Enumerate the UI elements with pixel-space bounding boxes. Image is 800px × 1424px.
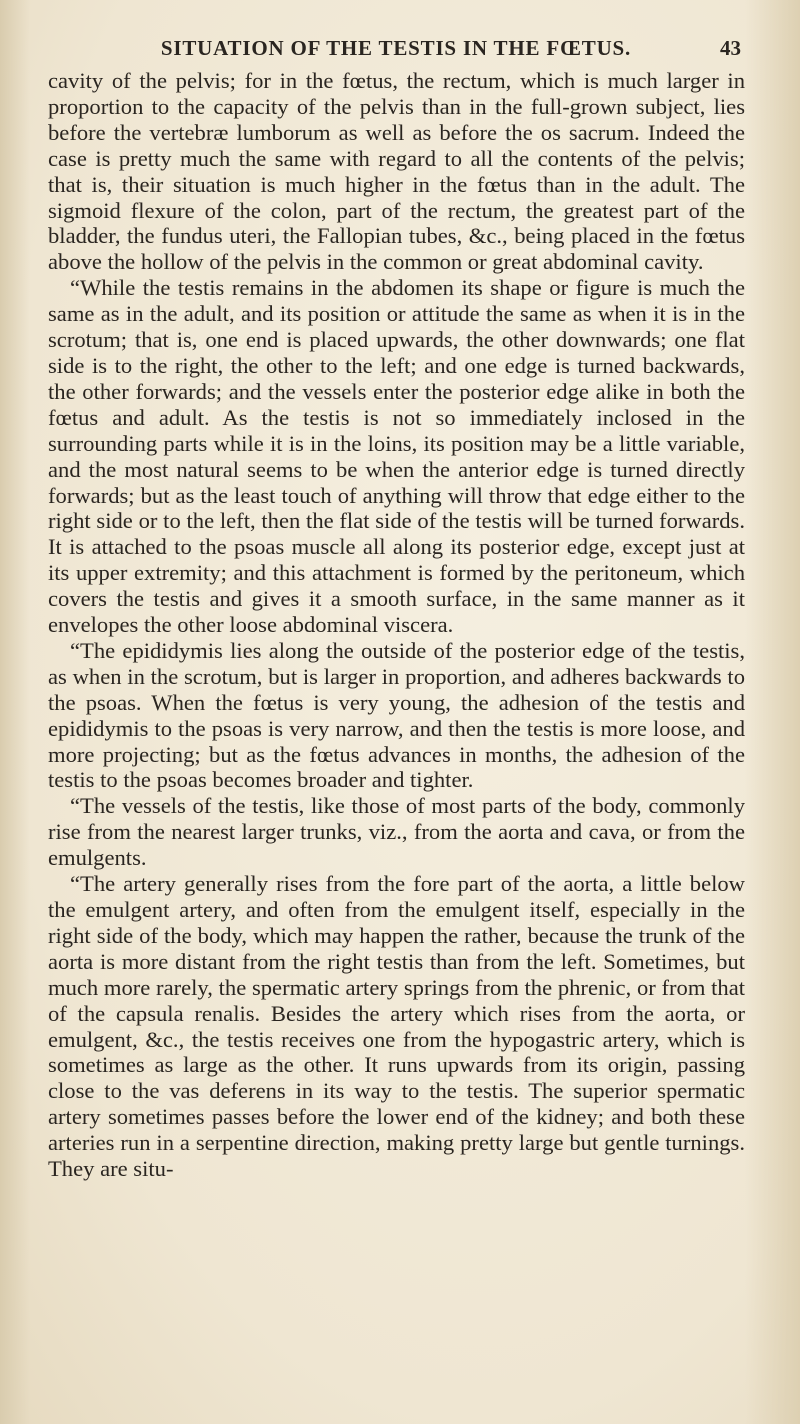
paragraph-testis-shape: “While the testis remains in the abdomen its shape or figure is much the same as in the adult, and its position or attitude the same as when it is in the scrotum; that is, one end is placed upwards, the other downwards; one flat side is to the right, the other to the left; and one edge is turned backwards, the other forwards; and the vessels enter the posterior edge alike in both the fœtus and adult. As the testis is not so immediately inclosed in the surrounding parts while it is in the loins, its position may be a little variable, and the most natural seems to be when the anterior edge is turned directly forwards; but as the least touch of anything will throw that edge either to the right side or to the left, then the flat side of the testis will be turned forwards. It is attached to the psoas muscle all along its posterior edge, except just at its upper extremity; and this attachment is formed by the peritoneum, which covers the testis and gives it a smooth surface, in the same manner as it envelopes the other loose abdominal viscera. — [48, 275, 745, 638]
body-text — [48, 68, 745, 1182]
page-shadow-left — [0, 0, 30, 1424]
page-header — [116, 30, 741, 62]
page-number: 43 — [720, 36, 741, 60]
paragraph-continued: cavity of the pelvis; for in the fœtus, the rectum, which is much larger in proportion to the capacity of the pelvis than in the full-grown subject, lies before the vertebræ lumborum as well as before the os sacrum. Indeed the case is pretty much the same with regard to all the contents of the pelvis; that is, their situation is much higher in the fœtus than in the adult. The sigmoid flexure of the colon, part of the rectum, the greatest part of the bladder, the fundus uteri, the Fallopian tubes, &c., being placed in the fœtus above the hollow of the pelvis in the common or great abdominal cavity. — [48, 68, 745, 275]
paragraph-artery: “The artery generally rises from the fore part of the aorta, a little below the emulgent artery, and often from the emulgent itself, especially in the right side of the body, which may happen the rather, because the trunk of the aorta is more distant from the right testis than from the left. Sometimes, but much more rarely, the spermatic artery springs from the phrenic, or from that of the capsula renalis. Besides the artery which rises from the aorta, or emulgent, &c., the testis receives one from the hypogastric artery, which is sometimes as large as the other. It runs upwards from its origin, passing close to the vas deferens in its way to the testis. The superior spermatic artery sometimes passes before the lower end of the kidney; and both these arteries run in a serpentine direction, making pretty large but gentle turnings. They are situ- — [48, 871, 745, 1182]
paragraph-vessels: “The vessels of the testis, like those of most parts of the body, commonly rise from the nearest larger trunks, viz., from the aorta and cava, or from the emulgents. — [48, 793, 745, 871]
running-head: SITUATION OF THE TESTIS IN THE FŒTUS. — [160, 36, 632, 60]
page-shadow-right — [745, 0, 800, 1424]
paragraph-epididymis: “The epididymis lies along the outside of the posterior edge of the testis, as when in the scrotum, but is larger in proportion, and adheres backwards to the psoas. When the fœtus is very young, the adhesion of the testis and epididymis to the psoas is very narrow, and then the testis is more loose, and more projecting; but as the fœtus advances in months, the adhesion of the testis to the psoas becomes broader and tighter. — [48, 637, 745, 793]
